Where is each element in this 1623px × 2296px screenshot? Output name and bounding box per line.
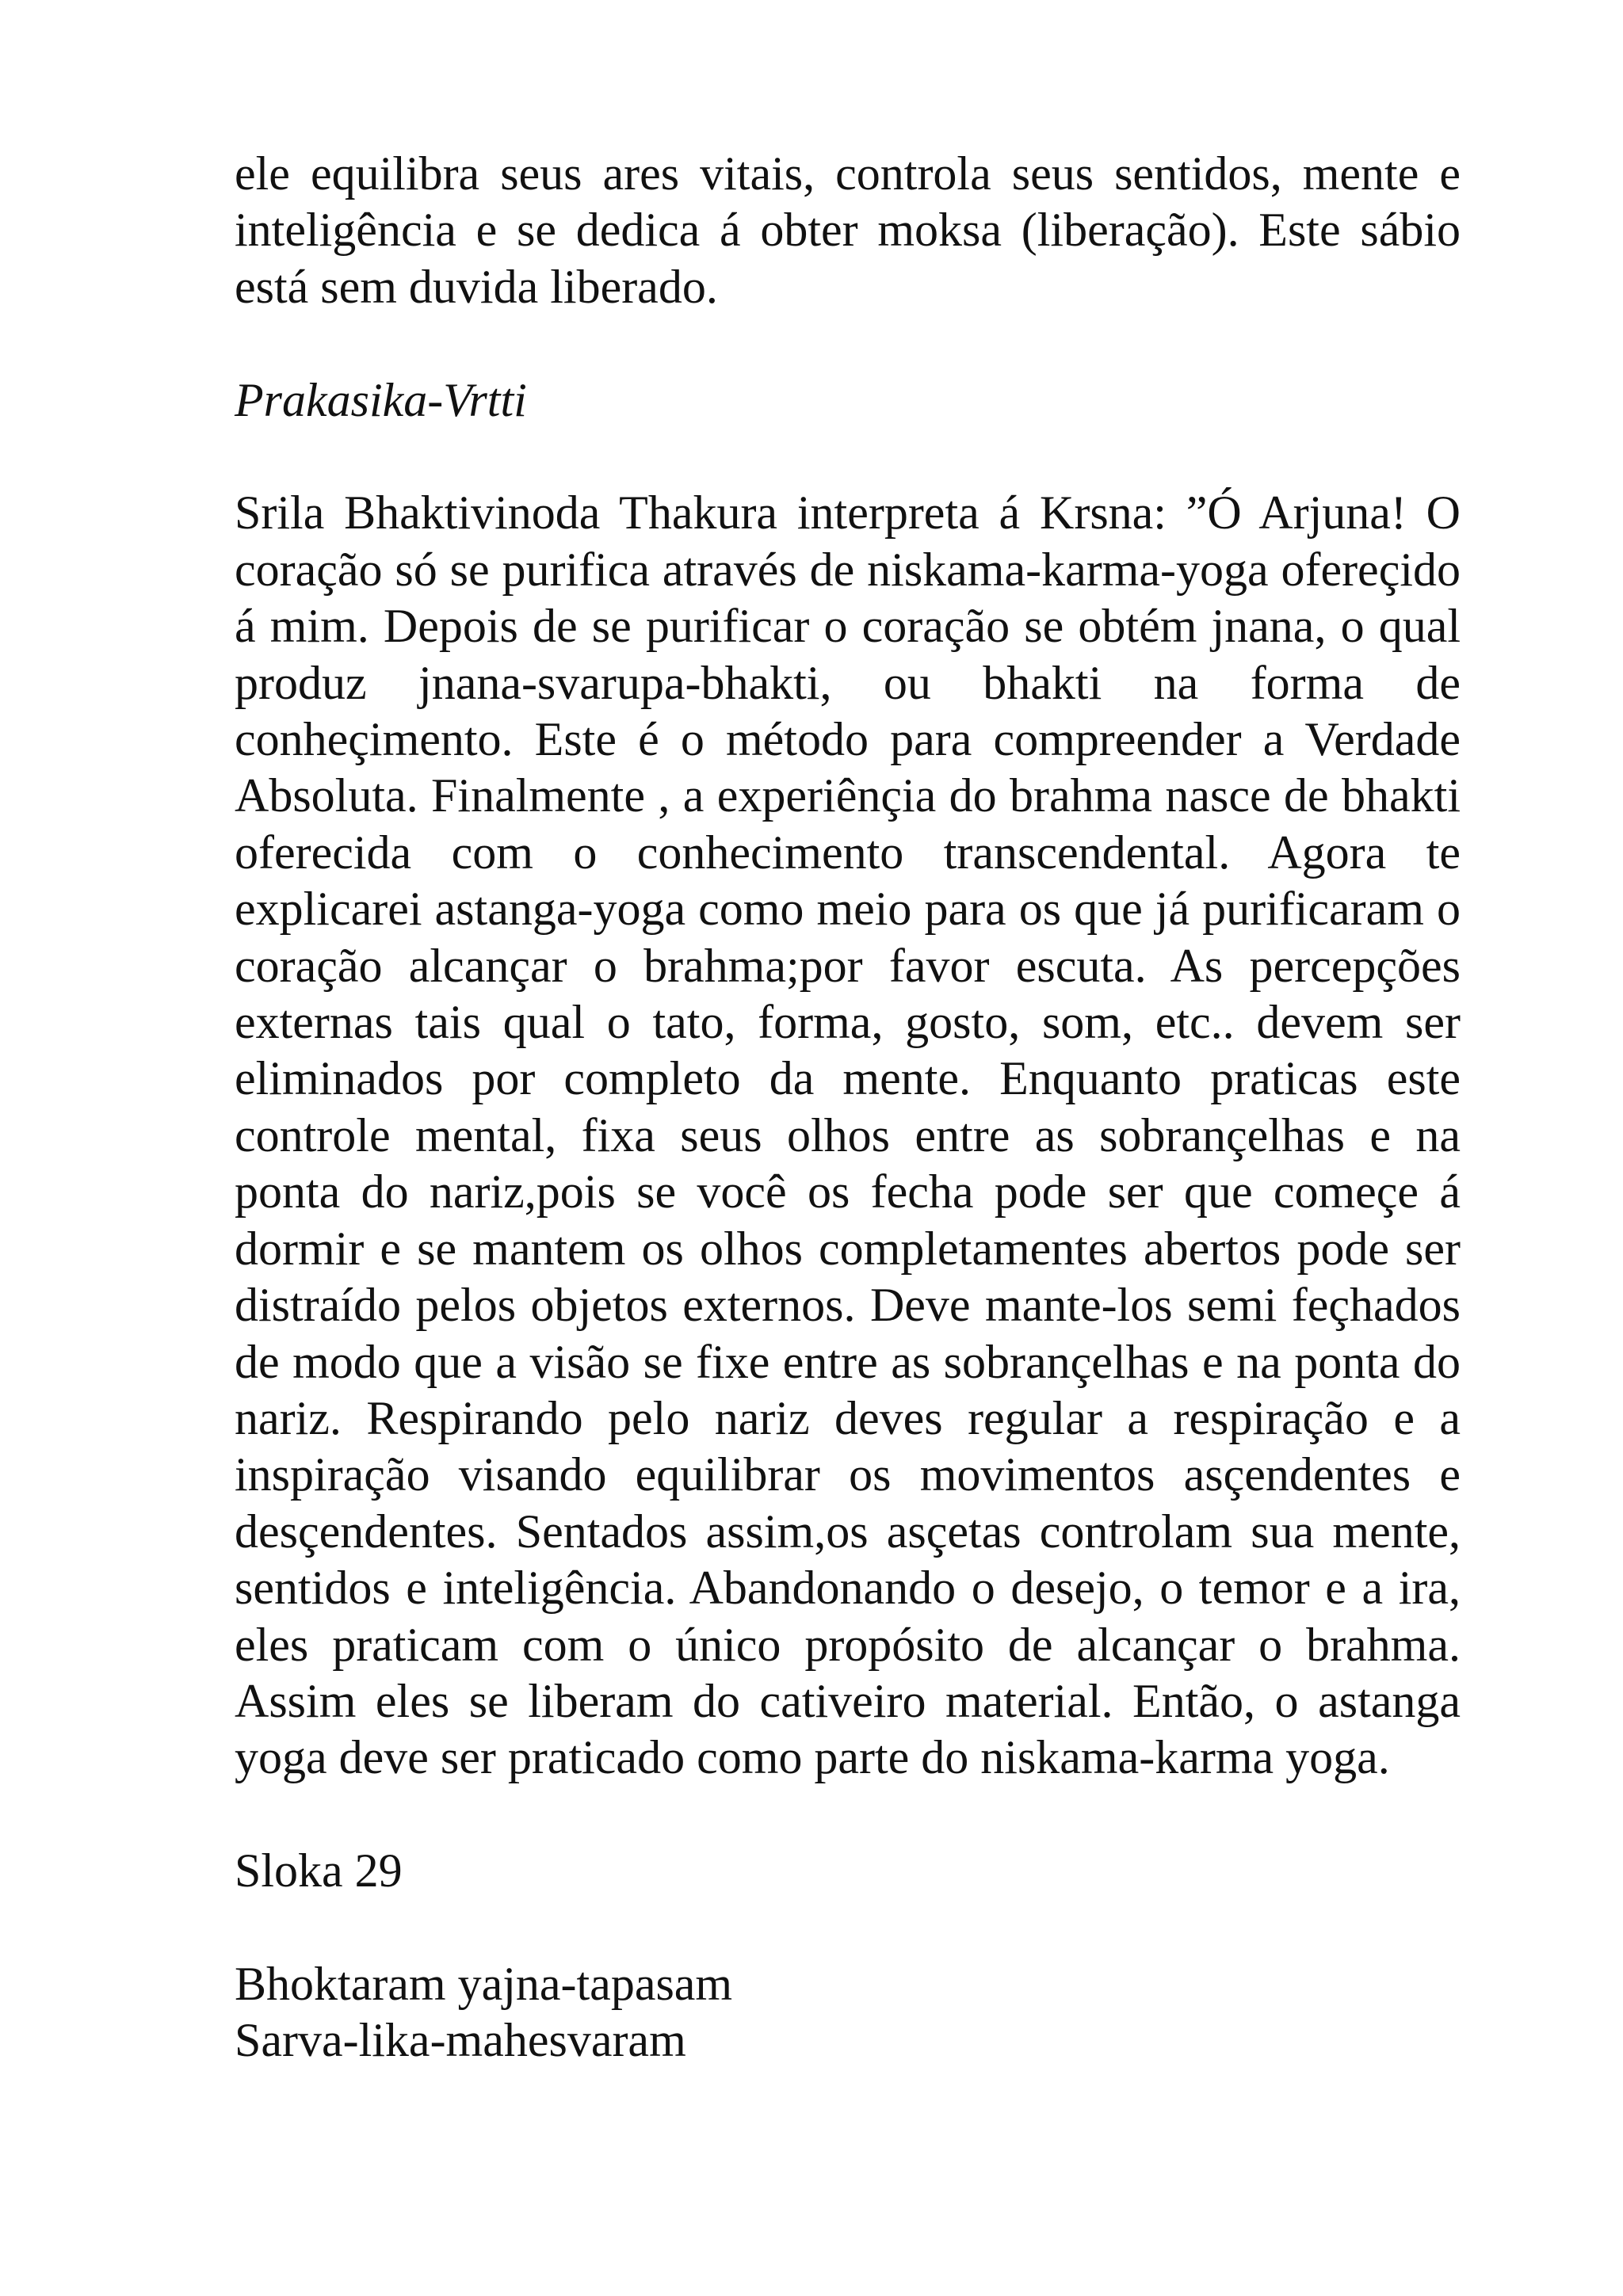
verse-block (235, 1956, 1461, 2069)
verse-line-2: Sarva-lika-mahesvaram (235, 2014, 686, 2067)
sloka-heading: Sloka 29 (235, 1844, 403, 1897)
verse-line-1: Bhoktaram yajna-tapasam (235, 1957, 733, 2010)
commentary-heading: Prakasika-Vrtti (235, 373, 527, 426)
commentary-paragraph: Srila Bhaktivinoda Thakura interpreta á Krsna: ”Ó Arjuna! O coração só se purifica através de niskama-karma-yoga ofereçido á mim. Depois de se purificar o coração se obtém jnana, o qual produz jnana-svarupa-bhakti, ou bhakti na forma de conheçimento. Este é o método para compreender a Verdade Absoluta. Finalmente , a experiênçia do brahma nasce de bhakti oferecida com o conhecimento transcendental. Agora te explicarei astanga-yoga como meio para os que já purificaram o coração alcançar o brahma;por favor escuta. As percepções externas tais qual o tato, forma, gosto, som, etc.. devem ser eliminados por completo da mente. Enquanto praticas este controle mental, fixa seus olhos entre as sobrançelhas e na ponta do nariz,pois se você os fecha pode ser que começe á dormir e se mantem os olhos completamentes abertos pode ser distraído pelos objetos externos. Deve mante-los semi feçhados de modo que a visão se fixe entre as sobrançelhas e na ponta do nariz. Respirando pelo nariz deves regular a respiração e a inspiração visando equilibrar os movimentos asçendentes e desçendentes. Sentados assim,os asçetas controlam sua mente, sentidos e inteligência. Abandonando o desejo, o temor e a ira, eles praticam com o único propósito de alcançar o brahma. Assim eles se liberam do cativeiro material. Então, o astanga yoga deve ser praticado como parte do niskama-karma yoga. (235, 486, 1461, 1784)
document-page (235, 146, 1461, 2069)
intro-paragraph: ele equilibra seus ares vitais, controla seus sentidos, mente e inteligência e se dedica á obter moksa (liberação). Este sábio está sem duvida liberado. (235, 147, 1461, 313)
